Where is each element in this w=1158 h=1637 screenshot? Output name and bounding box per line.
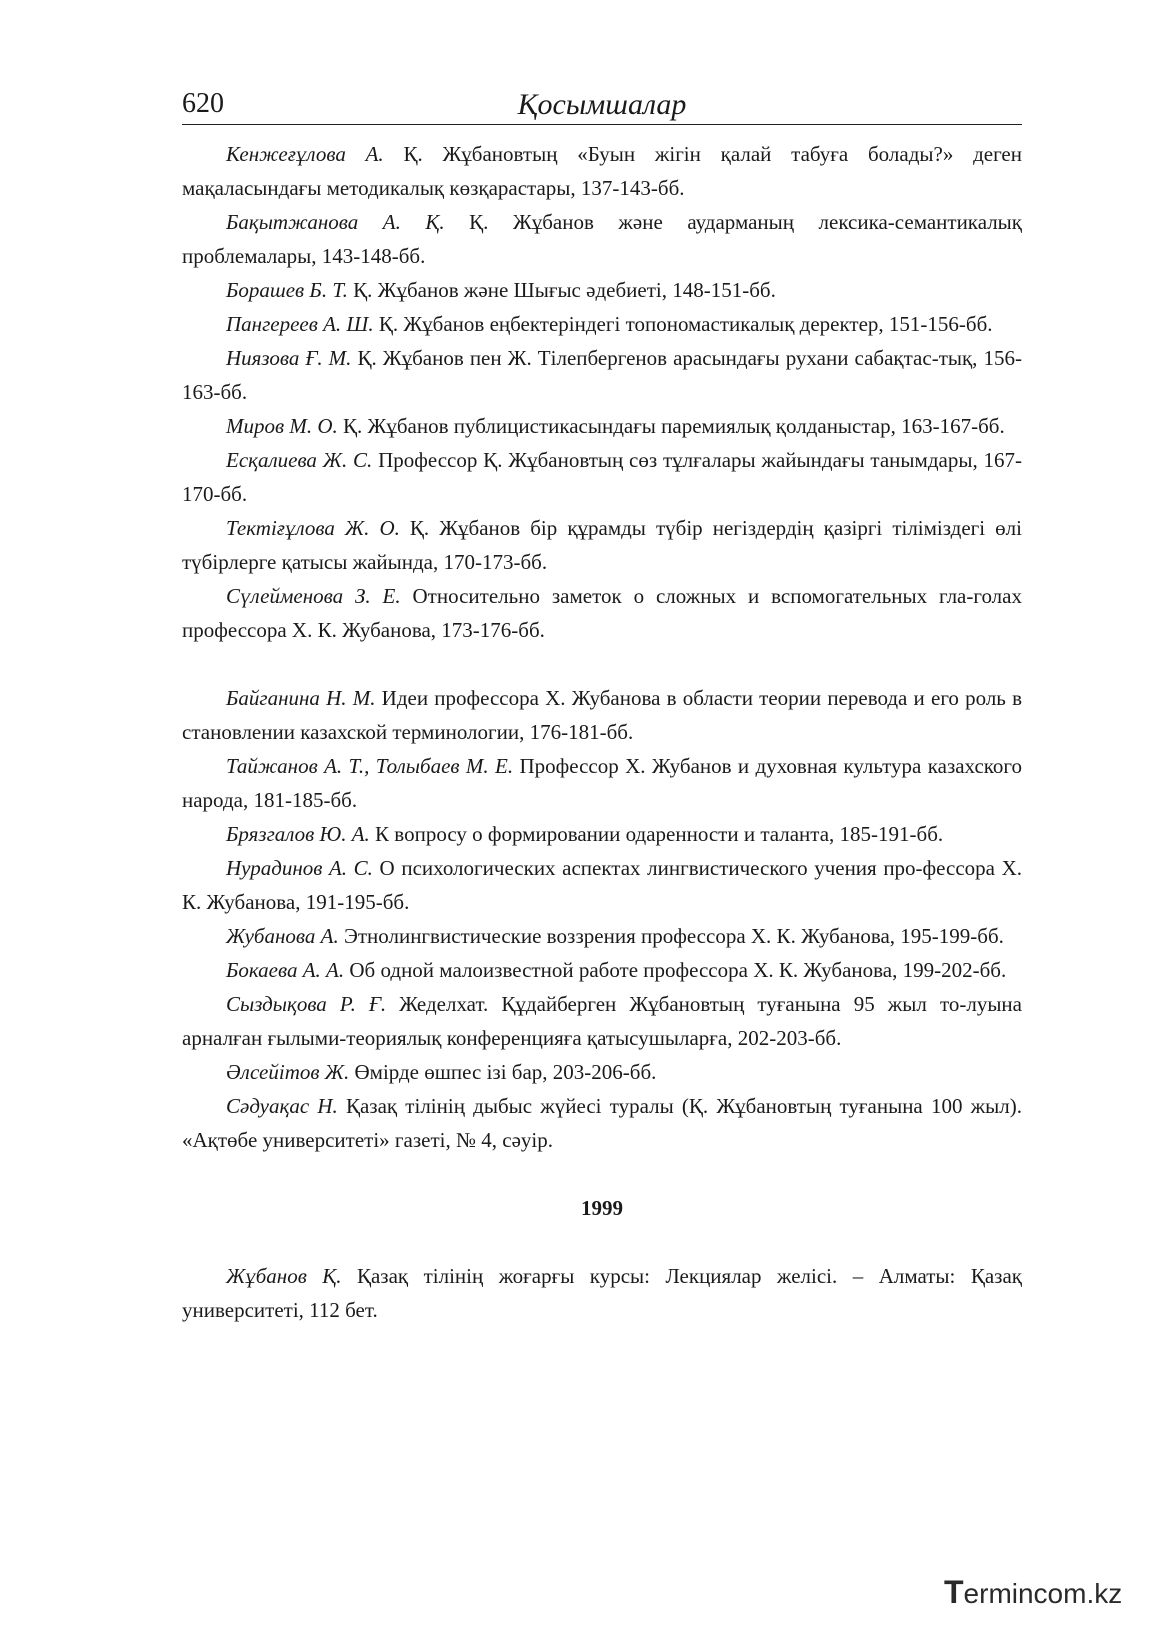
entry-author: Нурадинов А. С. xyxy=(226,856,373,880)
entry-text: Қ. Жұбанов және Шығыс әдебиеті, 148-151-бб. xyxy=(347,278,776,302)
entry-author: Жубанова А. xyxy=(226,924,339,948)
bibliography-entry xyxy=(182,919,1022,953)
entry-text: Қ. Жұбанов пен Ж. Тілепбергенов арасындағы рухани сабақтас-тық, 156-163-бб. xyxy=(182,346,1022,404)
year-heading: 1999 xyxy=(581,1196,623,1220)
entry-text: Относительно заметок о сложных и вспомогательных гла-голах профессора Х. К. Жубанова, 173-176-бб. xyxy=(182,584,1022,642)
entry-text: Қ. Жұбанов бір құрамды түбір негіздердің қазіргі тіліміздегі өлі түбірлерге қатысы жайында, 170-173-бб. xyxy=(182,516,1022,574)
entry-text: Қ. Жұбановтың «Буын жігін қалай табуға болады?» деген мақаласындағы методикалық көзқарастары, 137-143-бб. xyxy=(182,142,1022,200)
bibliography-entry xyxy=(182,443,1022,511)
entry-text: Қ. Жұбанов және аударманың лексика-семантикалық проблемалары, 143-148-бб. xyxy=(182,210,1022,268)
entry-text: Қазақ тілінің жоғарғы курсы: Лекциялар желісі. – Алматы: Қазақ университеті, 112 бет. xyxy=(182,1264,1022,1322)
entry-text: О психологических аспектах лингвистического учения про-фессора Х. К. Жубанова, 191-195-бб. xyxy=(182,856,1022,914)
bibliography-entry xyxy=(182,681,1022,749)
entry-text: Қ. Жұбанов еңбектеріндегі топономастикалық деректер, 151-156-бб. xyxy=(373,312,993,336)
bibliography-entry xyxy=(182,1259,1022,1327)
entry-text: Профессор Қ. Жұбановтың сөз тұлғалары жайындағы танымдары, 167-170-бб. xyxy=(182,448,1022,506)
entry-text: К вопросу о формировании одаренности и таланта, 185-191-бб. xyxy=(369,822,944,846)
bibliography-entry xyxy=(182,511,1022,579)
entry-text: Об одной малоизвестной работе профессора Х. К. Жубанова, 199-202-бб. xyxy=(344,958,1007,982)
entry-text: Идеи профессора Х. Жубанова в области теории перевода и его роль в становлении казахской терминологии, 176-181-бб. xyxy=(182,686,1022,744)
entry-list-3 xyxy=(182,1259,1022,1327)
bibliography-entry xyxy=(182,307,1022,341)
entry-text: Қазақ тілінің дыбыс жүйесі туралы (Қ. Жұбановтың туғанына 100 жыл). «Ақтөбе университеті» газеті, № 4, сәуір. xyxy=(182,1094,1022,1152)
bibliography-entry xyxy=(182,205,1022,273)
entry-author: Есқалиева Ж. С. xyxy=(226,448,373,472)
site-watermark xyxy=(944,1574,1122,1611)
entry-author: Әлсейітов Ж. xyxy=(226,1060,350,1084)
entry-author: Тайжанов А. Т., Толыбаев М. Е. xyxy=(226,754,514,778)
entry-author: Тектіғұлова Ж. О. xyxy=(226,516,400,540)
spacer xyxy=(182,647,1022,681)
entry-list-1 xyxy=(182,137,1022,647)
entry-author: Борашев Б. Т. xyxy=(226,278,348,302)
page-header xyxy=(182,84,1022,125)
bibliography-entry xyxy=(182,137,1022,205)
bibliography-entry xyxy=(182,273,1022,307)
bibliography xyxy=(182,137,1022,1327)
page-number: 620 xyxy=(182,88,224,119)
bibliography-entry xyxy=(182,749,1022,817)
entry-author: Сүлейменова З. Е. xyxy=(226,584,401,608)
entry-list-2 xyxy=(182,681,1022,1157)
bibliography-entry xyxy=(182,817,1022,851)
bibliography-entry xyxy=(182,409,1022,443)
bibliography-entry xyxy=(182,953,1022,987)
watermark-initial: T xyxy=(944,1574,964,1610)
entry-text: Жеделхат. Құдайберген Жұбановтың туғанына 95 жыл то-луына арналған ғылыми-теориялық конференцияға қатысушыларға, 202-203-бб. xyxy=(182,992,1022,1050)
bibliography-entry xyxy=(182,987,1022,1055)
bibliography-entry xyxy=(182,1089,1022,1157)
running-title: Қосымшалар xyxy=(517,88,687,121)
entry-author: Сәдуақас Н. xyxy=(226,1094,338,1118)
entry-text: Өмірде өшпес ізі бар, 203-206-бб. xyxy=(349,1060,657,1084)
entry-text: Этнолингвистические воззрения профессора Х. К. Жубанова, 195-199-бб. xyxy=(338,924,1004,948)
entry-author: Жұбанов Қ. xyxy=(226,1264,342,1288)
entry-author: Сыздықова Р. Ғ. xyxy=(226,992,387,1016)
entry-author: Брязгалов Ю. А. xyxy=(226,822,370,846)
bibliography-entry xyxy=(182,851,1022,919)
bibliography-entry xyxy=(182,341,1022,409)
watermark-rest: ermincom.kz xyxy=(963,1578,1123,1609)
entry-author: Бокаева А. А. xyxy=(226,958,345,982)
entry-author: Байганина Н. М. xyxy=(226,686,376,710)
entry-author: Миров М. О. xyxy=(226,414,338,438)
entry-author: Бақытжанова А. Қ. xyxy=(226,210,445,234)
bibliography-entry xyxy=(182,1055,1022,1089)
entry-text: Профессор Х. Жубанов и духовная культура казахского народа, 181-185-бб. xyxy=(182,754,1023,812)
entry-text: Қ. Жұбанов публицистикасындағы паремиялық қолданыстар, 163-167-бб. xyxy=(337,414,1005,438)
entry-author: Пангереев А. Ш. xyxy=(226,312,374,336)
bibliography-entry xyxy=(182,579,1022,647)
entry-author: Кенжеғұлова А. xyxy=(226,142,384,166)
entry-author: Ниязова Ғ. М. xyxy=(226,346,352,370)
